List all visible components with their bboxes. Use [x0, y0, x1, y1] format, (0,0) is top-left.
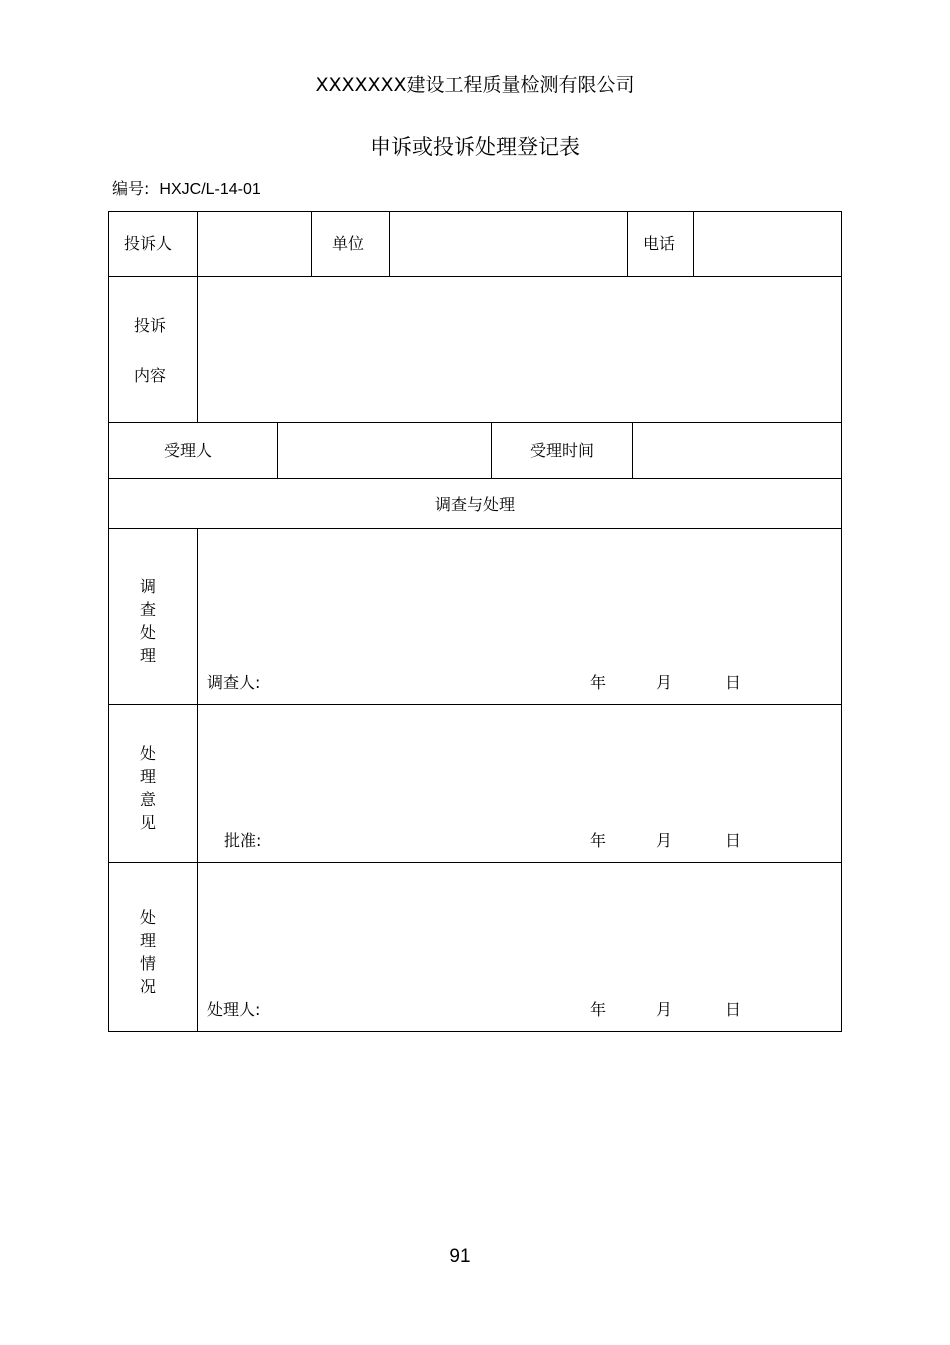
investigator-label: 调查人: [207, 673, 261, 692]
table-rule [632, 422, 633, 478]
doc-number-value: HXJC/L-14-01 [159, 181, 261, 198]
table-rule [389, 211, 390, 276]
year-label: 年 [590, 831, 607, 850]
doc-number [112, 176, 261, 199]
year-label: 年 [590, 673, 607, 692]
investigation-label: 调 查 处 理 [139, 577, 156, 665]
status-label: 处 理 情 况 [139, 908, 156, 996]
unit-label: 单位 [332, 234, 365, 253]
table-rule [627, 211, 628, 276]
table-border-bottom [108, 1031, 842, 1032]
table-rule [277, 422, 278, 478]
company-name: XXXXXXX建设工程质量检测有限公司 [315, 74, 635, 96]
table-rule [693, 211, 694, 276]
table-rule [108, 276, 842, 277]
table-rule [108, 862, 842, 863]
receiver-label: 受理人 [164, 441, 213, 460]
table-border-left [108, 211, 109, 1032]
page-number: 91 [449, 1246, 471, 1267]
opinion-label: 处 理 意 见 [139, 744, 156, 832]
table-rule [197, 276, 198, 422]
table-border-top [108, 211, 842, 212]
day-label: 日 [725, 1000, 742, 1019]
table-rule [197, 528, 198, 1031]
month-label: 月 [656, 1000, 673, 1019]
table-rule [311, 211, 312, 276]
form-title: 申诉或投诉处理登记表 [370, 135, 580, 159]
phone-label: 电话 [643, 234, 676, 253]
complainant-label: 投诉人 [124, 234, 173, 253]
table-rule [197, 211, 198, 276]
approval-label: 批准: [224, 831, 262, 850]
table-rule [108, 704, 842, 705]
section-title: 调查与处理 [434, 495, 515, 514]
table-border-right [841, 211, 842, 1032]
day-label: 日 [725, 673, 742, 692]
table-rule [491, 422, 492, 478]
handler-label: 处理人: [207, 1000, 261, 1019]
table-rule [108, 478, 842, 479]
month-label: 月 [656, 831, 673, 850]
content-label-line2: 内容 [134, 366, 167, 385]
doc-number-label: 编号: [112, 179, 150, 198]
receive-time-label: 受理时间 [530, 441, 595, 460]
month-label: 月 [656, 673, 673, 692]
table-rule [108, 528, 842, 529]
content-label-line1: 投诉 [134, 316, 167, 335]
table-rule [108, 422, 842, 423]
day-label: 日 [725, 831, 742, 850]
year-label: 年 [590, 1000, 607, 1019]
